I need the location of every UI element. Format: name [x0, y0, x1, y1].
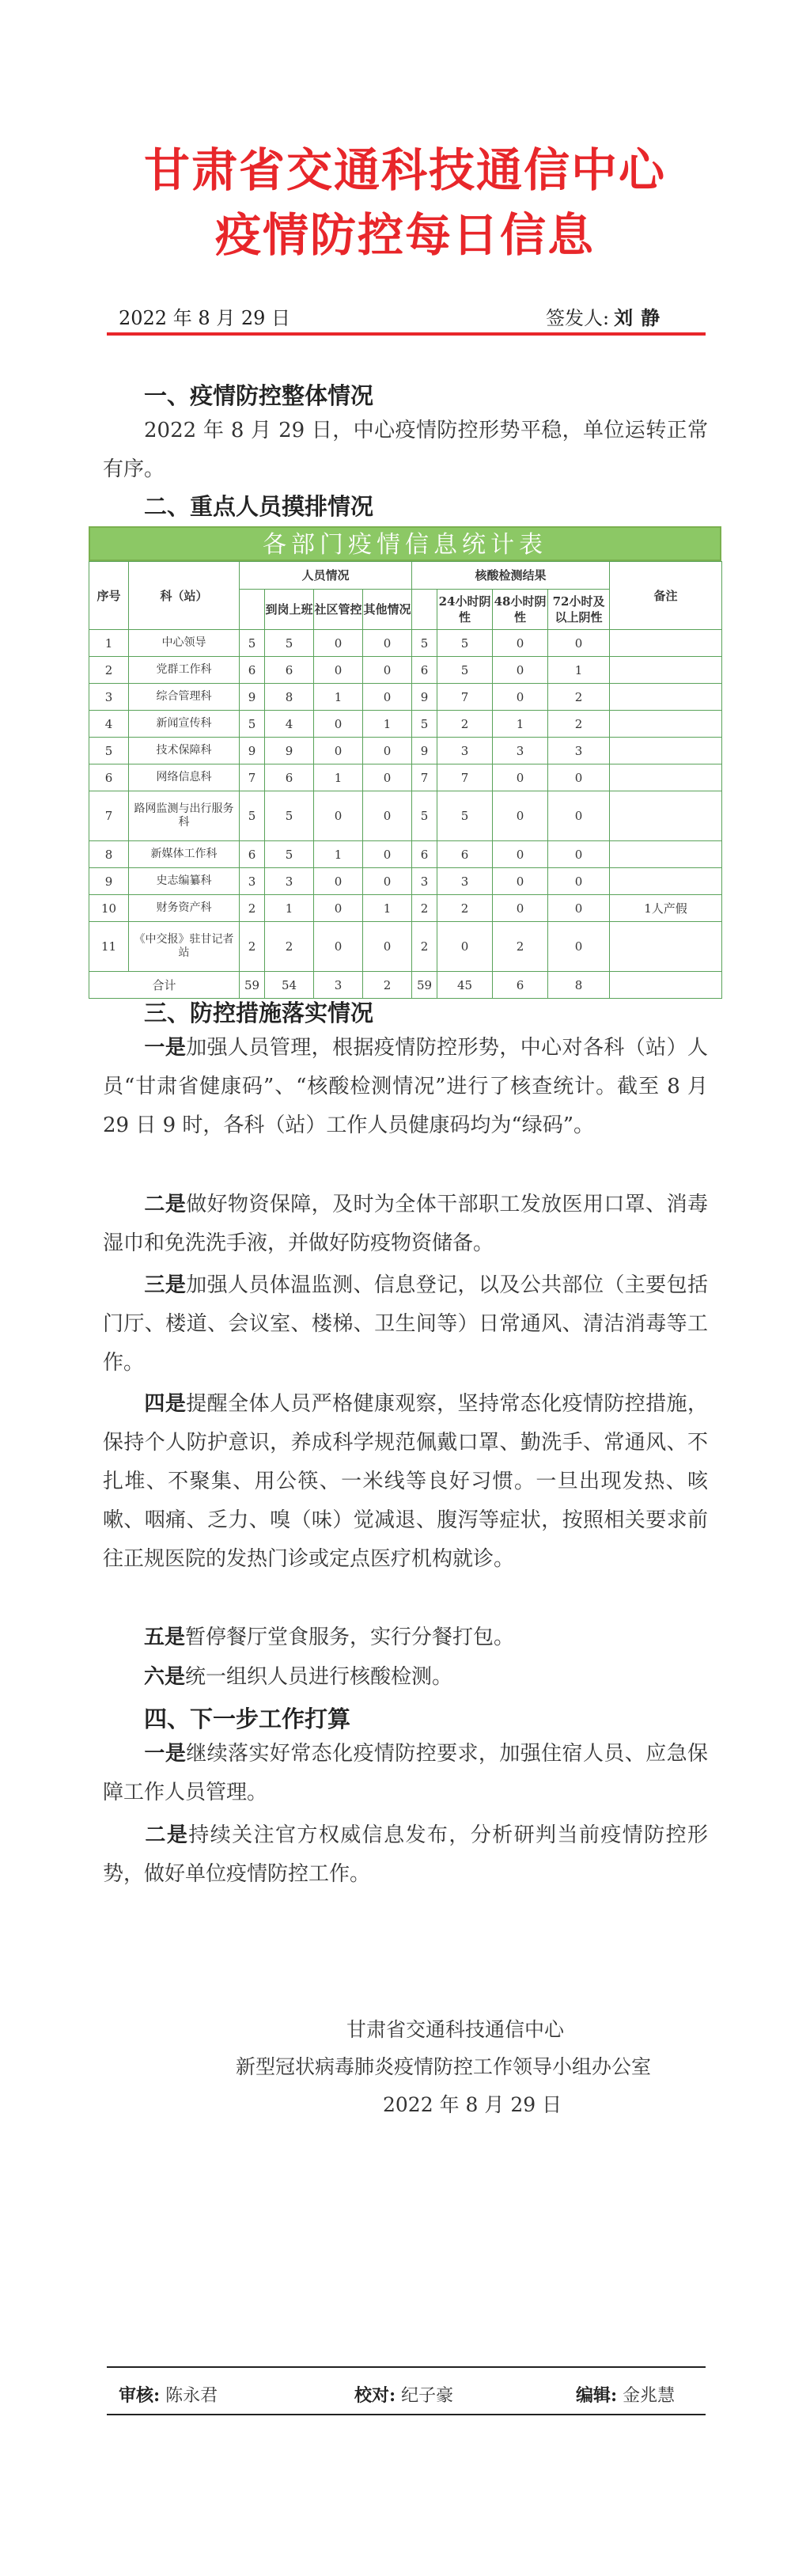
cell-h48: 1	[493, 711, 548, 738]
footer-reviewer: 审核: 陈永君	[119, 2385, 218, 2406]
table-row	[89, 895, 722, 922]
header-24h: 24小时阴性	[437, 590, 493, 630]
section3-item-6: 六是统一组织人员进行核酸检测。	[144, 1665, 453, 1689]
header-tested-total	[412, 590, 437, 630]
header-staff: 人员情况	[240, 562, 412, 590]
cell-tested: 7	[412, 764, 437, 791]
cell-other: 0	[363, 922, 412, 972]
section3-item-1: 一是加强人员管理，根据疫情防控形势，中心对各科（站）人员“甘肃省健康码”、“核酸检测情况”进行了核查统计。截至 8 月 29 日 9 时，各科（站）工作人员健康码均为“绿码”。	[103, 1036, 708, 1137]
signer	[546, 302, 668, 330]
section3-item-2: 二是做好物资保障，及时为全体干部职工发放医用口罩、消毒湿巾和免洗洗手液，并做好防疫物资储备。	[103, 1193, 708, 1255]
cell-other: 0	[363, 764, 412, 791]
header-seq: 序号	[89, 562, 129, 630]
total-row	[89, 972, 722, 999]
cell-tested: 3	[412, 868, 437, 895]
cell-tested: 2	[412, 895, 437, 922]
cell-other: 0	[363, 841, 412, 868]
cell-seq: 7	[89, 791, 129, 841]
table-row	[89, 922, 722, 972]
cell-h48: 0	[493, 657, 548, 684]
cell-total: 5	[240, 630, 265, 657]
cell-on-duty: 9	[265, 738, 314, 764]
cell-community: 0	[314, 711, 363, 738]
cell-h72: 2	[548, 711, 610, 738]
section4-item-2: 二是持续关注官方权威信息发布，分析研判当前疫情防控形势，做好单位疫情防控工作。	[103, 1823, 708, 1886]
cell-dept: 新闻宣传科	[129, 711, 240, 738]
section3-item-3: 三是加强人员体温监测、信息登记，以及公共部位（主要包括门厅、楼道、会议室、楼梯、卫生间等）日常通风、清洁消毒等工作。	[103, 1273, 708, 1375]
cell-h72: 0	[548, 764, 610, 791]
footer-rule-bottom	[107, 2414, 706, 2415]
cell-total: 2	[240, 895, 265, 922]
cell-on-duty: 4	[265, 711, 314, 738]
cell-other: 0	[363, 630, 412, 657]
cell-tested: 5	[412, 791, 437, 841]
cell-h24: 7	[437, 764, 493, 791]
table-row	[89, 711, 722, 738]
signature-date: 2022 年 8 月 29 日	[383, 2093, 562, 2116]
cell-h72: 0	[548, 922, 610, 972]
signer-name: 刘静	[614, 306, 668, 329]
total-cell: 2	[363, 972, 412, 999]
cell-h48: 0	[493, 764, 548, 791]
cell-other: 0	[363, 868, 412, 895]
cell-note	[610, 711, 722, 738]
cell-note	[610, 630, 722, 657]
header-72h: 72小时及以上阴性	[548, 590, 610, 630]
header-divider	[107, 332, 706, 336]
section1-heading: 一、疫情防控整体情况	[144, 382, 374, 409]
cell-h48: 0	[493, 684, 548, 711]
cell-h24: 2	[437, 895, 493, 922]
cell-other: 1	[363, 711, 412, 738]
cell-h48: 0	[493, 791, 548, 841]
table-row	[89, 738, 722, 764]
cell-community: 0	[314, 922, 363, 972]
cell-seq: 2	[89, 657, 129, 684]
section1-text: 2022 年 8 月 29 日，中心疫情防控形势平稳，单位运转正常有序。	[103, 419, 708, 481]
cell-h24: 5	[437, 791, 493, 841]
cell-note	[610, 684, 722, 711]
cell-tested: 6	[412, 841, 437, 868]
cell-h48: 3	[493, 738, 548, 764]
cell-community: 0	[314, 630, 363, 657]
cell-seq: 3	[89, 684, 129, 711]
cell-note	[610, 922, 722, 972]
table-row	[89, 684, 722, 711]
cell-other: 0	[363, 684, 412, 711]
cell-on-duty: 2	[265, 922, 314, 972]
cell-h24: 5	[437, 630, 493, 657]
cell-total: 7	[240, 764, 265, 791]
cell-total: 6	[240, 841, 265, 868]
cell-dept: 史志编纂科	[129, 868, 240, 895]
total-cell: 6	[493, 972, 548, 999]
cell-dept: 新媒体工作科	[129, 841, 240, 868]
cell-h72: 0	[548, 868, 610, 895]
cell-h24: 2	[437, 711, 493, 738]
document-title: 甘肃省交通科技通信中心	[143, 143, 666, 197]
signature-office: 新型冠状病毒肺炎疫情防控工作领导小组办公室	[236, 2055, 652, 2078]
cell-note	[610, 791, 722, 841]
cell-on-duty: 5	[265, 841, 314, 868]
cell-dept: 综合管理科	[129, 684, 240, 711]
cell-other: 0	[363, 791, 412, 841]
cell-tested: 9	[412, 684, 437, 711]
cell-total: 9	[240, 684, 265, 711]
signature-org: 甘肃省交通科技通信中心	[346, 2018, 565, 2041]
cell-community: 1	[314, 841, 363, 868]
cell-tested: 5	[412, 630, 437, 657]
cell-seq: 10	[89, 895, 129, 922]
section3-heading: 三、防控措施落实情况	[144, 1000, 374, 1026]
cell-seq: 9	[89, 868, 129, 895]
cell-tested: 6	[412, 657, 437, 684]
section4-heading: 四、下一步工作打算	[144, 1705, 351, 1732]
cell-community: 0	[314, 657, 363, 684]
header-community: 社区管控	[314, 590, 363, 630]
cell-on-duty: 1	[265, 895, 314, 922]
cell-h72: 2	[548, 684, 610, 711]
header-nucleic: 核酸检测结果	[412, 562, 610, 590]
cell-dept: 财务资产科	[129, 895, 240, 922]
section3-item-4: 四是提醒全体人员严格健康观察，坚持常态化疫情防控措施，保持个人防护意识，养成科学规范佩戴口罩、勤洗手、常通风、不扎堆、不聚集、用公筷、一米线等良好习惯。一旦出现发热、咳嗽、咽痛、乏力、嗅（味）觉减退、腹泻等症状，按照相关要求前往正规医院的发热门诊或定点医疗机构就诊。	[103, 1392, 708, 1571]
cell-note	[610, 764, 722, 791]
cell-on-duty: 6	[265, 657, 314, 684]
cell-other: 0	[363, 738, 412, 764]
cell-total: 2	[240, 922, 265, 972]
cell-dept: 网络信息科	[129, 764, 240, 791]
cell-note	[610, 738, 722, 764]
section4-item-1: 一是继续落实好常态化疫情防控要求，加强住宿人员、应急保障工作人员管理。	[103, 1742, 708, 1804]
total-cell: 3	[314, 972, 363, 999]
cell-on-duty: 3	[265, 868, 314, 895]
total-cell: 59	[240, 972, 265, 999]
header-48h: 48小时阴性	[493, 590, 548, 630]
total-cell: 54	[265, 972, 314, 999]
cell-seq: 1	[89, 630, 129, 657]
cell-community: 1	[314, 764, 363, 791]
table-row	[89, 868, 722, 895]
cell-total: 9	[240, 738, 265, 764]
cell-total: 3	[240, 868, 265, 895]
header-other: 其他情况	[363, 590, 412, 630]
header-on-duty: 到岗上班	[265, 590, 314, 630]
section3-item-5: 五是暂停餐厅堂食服务，实行分餐打包。	[144, 1626, 515, 1649]
cell-tested: 5	[412, 711, 437, 738]
cell-community: 0	[314, 738, 363, 764]
cell-total: 5	[240, 791, 265, 841]
total-cell	[610, 972, 722, 999]
cell-h72: 1	[548, 657, 610, 684]
table-row	[89, 630, 722, 657]
header-staff-total	[240, 590, 265, 630]
cell-seq: 8	[89, 841, 129, 868]
cell-dept: 党群工作科	[129, 657, 240, 684]
cell-note: 1人产假	[610, 895, 722, 922]
cell-h48: 0	[493, 895, 548, 922]
cell-community: 0	[314, 791, 363, 841]
cell-other: 1	[363, 895, 412, 922]
cell-note	[610, 657, 722, 684]
header-dept: 科（站）	[129, 562, 240, 630]
cell-h24: 6	[437, 841, 493, 868]
cell-h72: 0	[548, 895, 610, 922]
cell-h24: 3	[437, 738, 493, 764]
table-title: 各部门疫情信息统计表	[89, 526, 721, 561]
cell-h24: 5	[437, 657, 493, 684]
cell-h72: 3	[548, 738, 610, 764]
footer-rule-top	[107, 2366, 706, 2368]
cell-community: 1	[314, 684, 363, 711]
cell-h72: 0	[548, 630, 610, 657]
issue-date: 2022 年 8 月 29 日	[119, 307, 291, 329]
table-row	[89, 791, 722, 841]
cell-note	[610, 868, 722, 895]
table-row	[89, 657, 722, 684]
cell-on-duty: 8	[265, 684, 314, 711]
cell-h72: 0	[548, 791, 610, 841]
cell-seq: 11	[89, 922, 129, 972]
total-label: 合计	[89, 972, 240, 999]
cell-seq: 4	[89, 711, 129, 738]
cell-h24: 0	[437, 922, 493, 972]
cell-tested: 2	[412, 922, 437, 972]
cell-community: 0	[314, 895, 363, 922]
stats-grid	[89, 561, 722, 999]
stats-table	[89, 526, 721, 999]
footer-editor: 编辑: 金兆慧	[576, 2385, 676, 2406]
signer-label: 签发人:	[546, 307, 610, 329]
cell-dept: 技术保障科	[129, 738, 240, 764]
cell-tested: 9	[412, 738, 437, 764]
table-body	[89, 630, 722, 972]
cell-total: 6	[240, 657, 265, 684]
header-note: 备注	[610, 562, 722, 630]
cell-on-duty: 5	[265, 791, 314, 841]
cell-seq: 5	[89, 738, 129, 764]
cell-h48: 0	[493, 868, 548, 895]
cell-dept: 中心领导	[129, 630, 240, 657]
cell-h48: 0	[493, 841, 548, 868]
cell-h24: 7	[437, 684, 493, 711]
cell-h24: 3	[437, 868, 493, 895]
total-cell: 8	[548, 972, 610, 999]
cell-on-duty: 5	[265, 630, 314, 657]
cell-dept: 《中交报》驻甘记者站	[129, 922, 240, 972]
cell-seq: 6	[89, 764, 129, 791]
total-cell: 59	[412, 972, 437, 999]
cell-note	[610, 841, 722, 868]
footer-proofreader: 校对: 纪子豪	[354, 2385, 454, 2406]
cell-h48: 0	[493, 630, 548, 657]
cell-h48: 2	[493, 922, 548, 972]
cell-other: 0	[363, 657, 412, 684]
cell-community: 0	[314, 868, 363, 895]
document-subtitle: 疫情防控每日信息	[214, 208, 595, 262]
cell-dept: 路网监测与出行服务科	[129, 791, 240, 841]
table-row	[89, 764, 722, 791]
cell-on-duty: 6	[265, 764, 314, 791]
table-row	[89, 841, 722, 868]
total-cell: 45	[437, 972, 493, 999]
section2-heading: 二、重点人员摸排情况	[144, 493, 374, 520]
cell-total: 5	[240, 711, 265, 738]
cell-h72: 0	[548, 841, 610, 868]
